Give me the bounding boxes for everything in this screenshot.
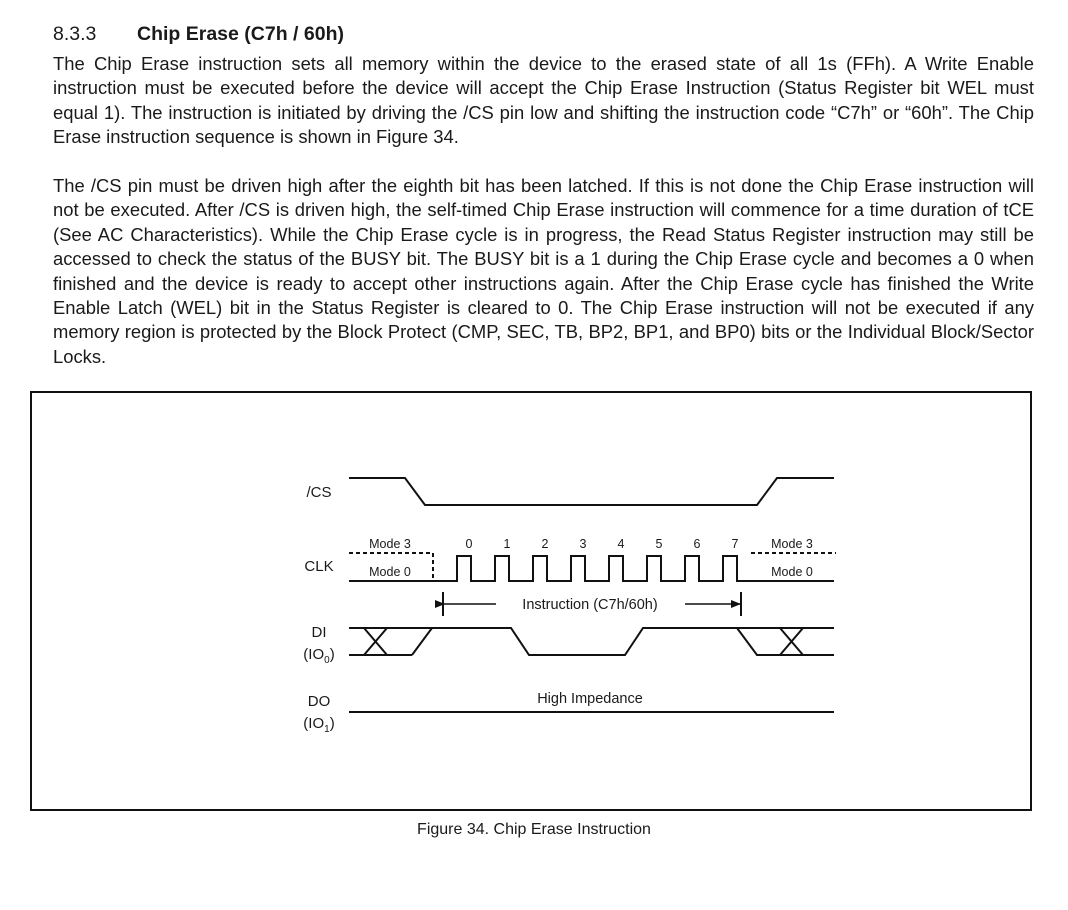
clk-waveform [349,556,834,581]
mode0-right-label: Mode 0 [771,565,813,579]
do-io-close: ) [329,715,335,732]
di-io-index: 0 [324,655,330,666]
di-waveform [349,628,834,655]
mode0-left-label: Mode 0 [369,565,411,579]
di-io-label [303,646,334,666]
clock-bit-0: 0 [465,537,473,551]
paragraph-details: The /CS pin must be driven high after the eighth bit has been latched. If this is not done the Chip Erase instruction will not be executed. After /CS is driven high, the self-timed Chip Erase instruction will commence for a time duration of tCE (See AC Characteristics). While the Chip Erase cycle is in progress, the Read Status Register instruction may still be accessed to check the status of the BUSY bit. The BUSY bit is a 1 during the Chip Erase cycle and becomes a 0 when finished and the device is ready to accept other instructions again. After the Chip Erase cycle has finished the Write Enable Latch (WEL) bit in the Status Register is cleared to 0. The Chip Erase instruction will not be executed if any memory region is protected by the Block Protect (CMP, SEC, TB, BP2, BP1, and BP0) bits or the Individual Block/Sector Locks. [53,175,1034,367]
clock-bit-5: 5 [655,537,663,551]
cs-signal-label: /CS [306,484,332,501]
clock-bit-1: 1 [503,537,511,551]
paragraph-intro: The Chip Erase instruction sets all memory within the device to the erased state of all 1s (FFh). A Write Enable instruction must be executed before the device will accept the Chip Erase Instruction (Status Register bit WEL must equal 1). The instruction is initiated by driving the /CS pin low and shifting the instruction code “C7h” or “60h”. The Chip Erase instruction sequence is shown in Figure 34. [53,53,1034,148]
instruction-label: Instruction (C7h/60h) [522,597,658,613]
di-io-prefix: (IO [303,646,325,663]
do-io-prefix: (IO [303,715,325,732]
clock-bit-6: 6 [693,537,701,551]
di-io-close: ) [329,646,335,663]
section-number: 8.3.3 [53,23,97,45]
clk-signal-label: CLK [304,558,334,575]
high-impedance-label: High Impedance [537,691,643,707]
mode3-right-label: Mode 3 [771,537,813,551]
do-signal-label: DO [307,693,331,710]
clock-bit-3: 3 [579,537,587,551]
clock-bit-7: 7 [731,537,739,551]
do-io-label [303,715,334,735]
section-title: Chip Erase (C7h / 60h) [137,23,344,45]
di-signal-label: DI [311,624,327,641]
clock-bit-2: 2 [541,537,549,551]
mode3-left-label: Mode 3 [369,537,411,551]
clock-bit-4: 4 [617,537,625,551]
do-io-index: 1 [324,724,330,735]
cs-waveform [349,478,834,505]
figure-caption: Figure 34. Chip Erase Instruction [417,821,651,838]
clock-bit-labels [466,537,739,551]
